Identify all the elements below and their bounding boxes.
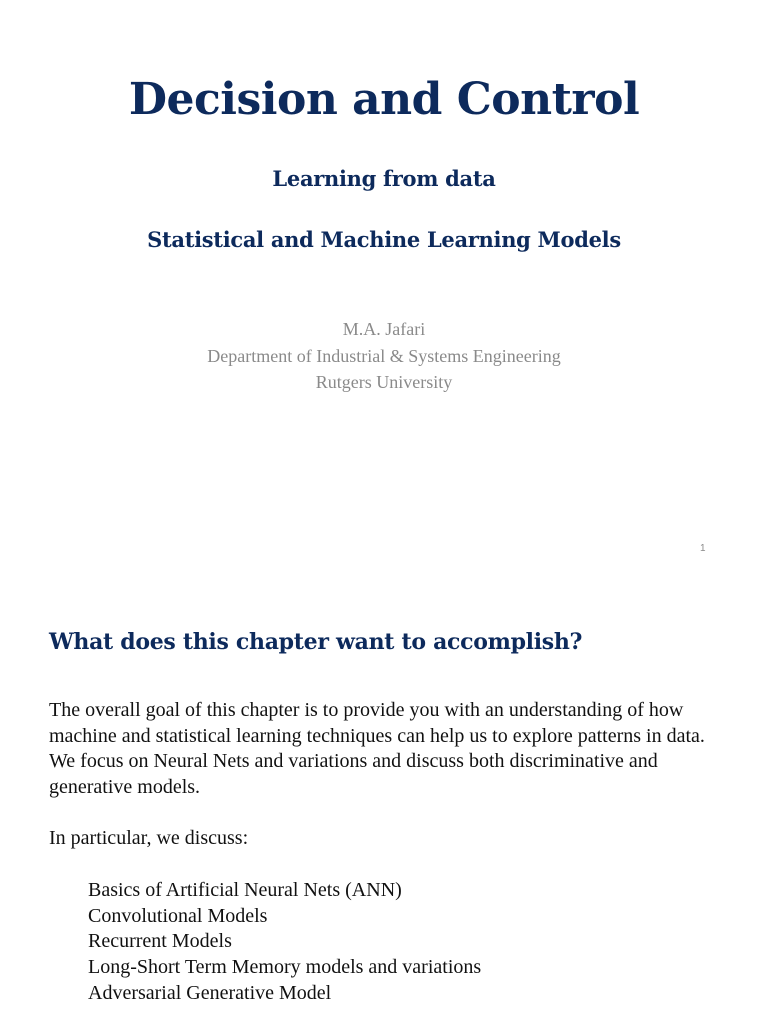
- intro-paragraph: The overall goal of this chapter is to provide you with an understanding of how machine and statistical learning techniques can help us to explore patterns in data. We focus on Neural Nets and variations and discuss both discriminative and generative models.: [49, 699, 705, 799]
- author-block: [0, 316, 768, 396]
- author-department: Department of Industrial & Systems Engineering: [207, 345, 561, 366]
- content-slide: [0, 576, 768, 1024]
- author-university: Rutgers University: [315, 372, 453, 392]
- subtitle-models: Statistical and Machine Learning Models: [147, 227, 621, 252]
- subtitle-learning-from-data: Learning from data: [272, 166, 496, 191]
- list-item: Basics of Artificial Neural Nets (ANN): [88, 879, 402, 901]
- list-item: Adversarial Generative Model: [88, 981, 332, 1004]
- list-item: Convolutional Models: [88, 904, 268, 927]
- topic-list: [88, 878, 481, 1007]
- page-number: 1: [700, 543, 706, 554]
- list-item: Long-Short Term Memory models and variations: [88, 956, 482, 979]
- section-heading: What does this chapter want to accomplish?: [49, 629, 583, 655]
- list-intro-paragraph: In particular, we discuss:: [49, 827, 249, 849]
- document-title: Decision and Control: [128, 74, 640, 125]
- list-item: Recurrent Models: [88, 930, 232, 953]
- author-name: M.A. Jafari: [342, 319, 426, 339]
